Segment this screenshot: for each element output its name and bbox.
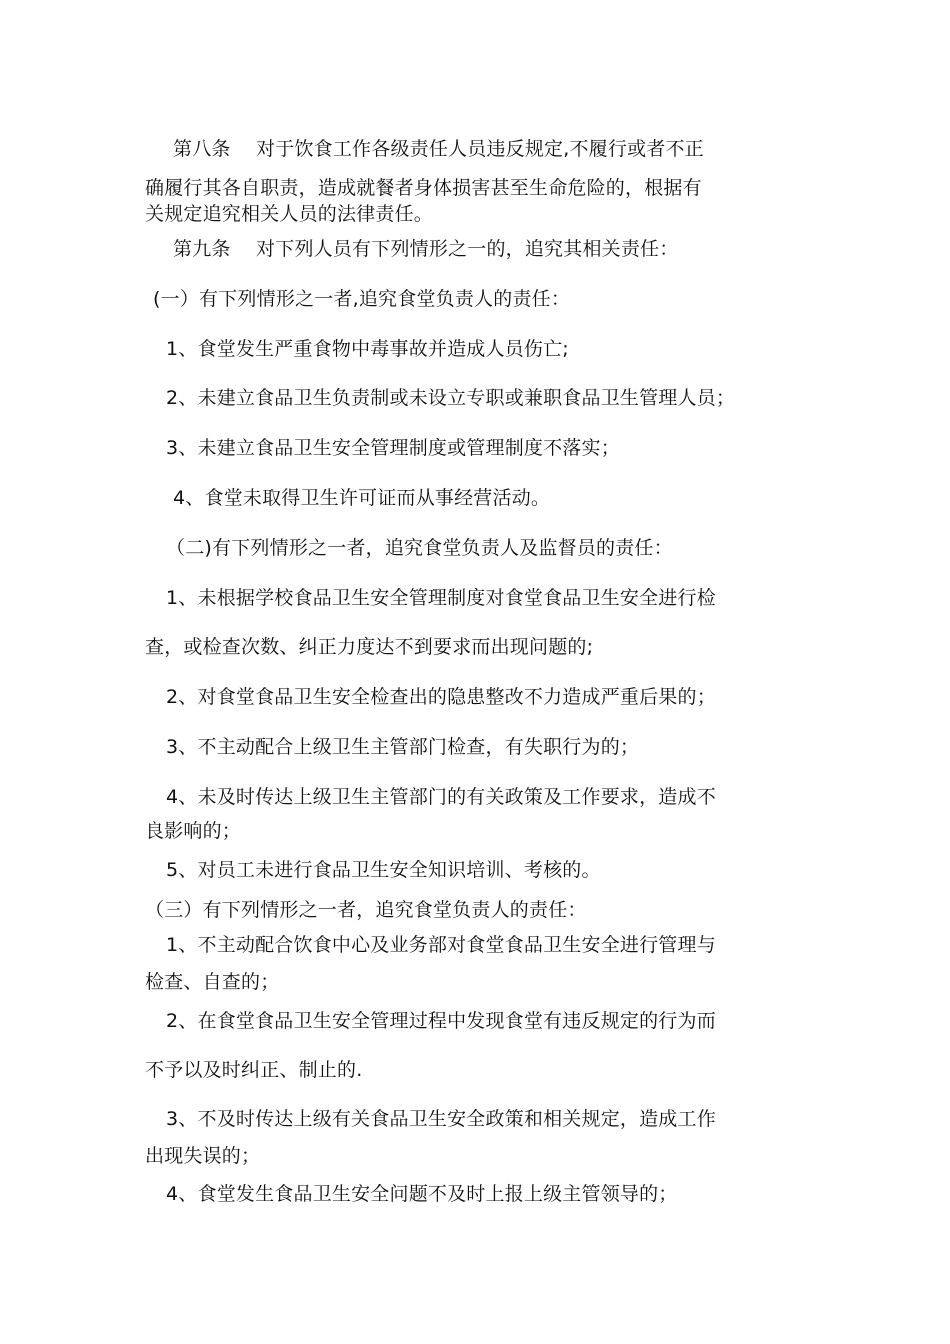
article-8-line-2: 确履行其各自职责，造成就餐者身体损害甚至生命危险的，根据有 [145,177,702,199]
section-3-item-2-line-2: 不予以及时纠正、制止的. [145,1059,363,1081]
section-3-item-4: 4、食堂发生食品卫生安全问题不及时上报上级主管领导的； [166,1183,678,1205]
section-2-heading: （二)有下列情形之一者，追究食堂负责人及监督员的责任： [166,537,673,559]
article-8-line-1: 第八条 对于饮食工作各级责任人员违反规定,不履行或者不正 [173,138,704,160]
section-1-item-4: 4、食堂未取得卫生许可证而从事经营活动。 [173,487,551,509]
section-3-heading: （三）有下列情形之一者，追究食堂负责人的责任： [145,899,587,921]
section-2-item-5: 5、对员工未进行食品卫生安全知识培训、考核的。 [166,859,601,881]
section-3-item-3-line-1: 3、不及时传达上级有关食品卫生安全政策和相关规定，造成工作 [166,1108,716,1130]
section-2-item-4-line-1: 4、未及时传达上级卫生主管部门的有关政策及工作要求，造成不 [166,786,716,808]
section-3-item-1-line-2: 检查、自查的； [145,971,280,993]
section-3-item-3-line-2: 出现失误的； [145,1145,261,1167]
section-3-item-2-line-1: 2、在食堂食品卫生安全管理过程中发现食堂有违反规定的行为而 [166,1010,716,1032]
section-2-item-2: 2、对食堂食品卫生安全检查出的隐患整改不力造成严重后果的； [166,686,716,708]
article-9-line-1: 第九条 对下列人员有下列情形之一的，追究其相关责任： [173,238,679,260]
section-1-item-1: 1、食堂发生严重食物中毒事故并造成人员伤亡; [166,338,569,360]
section-2-item-1-line-1: 1、未根据学校食品卫生安全管理制度对食堂食品卫生安全进行检 [166,587,716,609]
section-2-item-3: 3、不主动配合上级卫生主管部门检查，有失职行为的； [166,736,640,758]
section-1-item-2: 2、未建立食品卫生负责制或未设立专职或兼职食品卫生管理人员； [166,387,736,409]
section-2-item-4-line-2: 良影响的； [145,820,242,842]
section-1-heading: (一）有下列情形之一者,追究食堂负责人的责任： [153,288,571,310]
article-8-line-3: 关规定追究相关人员的法律责任。 [145,203,434,225]
section-1-item-3: 3、未建立食品卫生安全管理制度或管理制度不落实； [166,437,620,459]
section-3-item-1-line-1: 1、不主动配合饮食中心及业务部对食堂食品卫生安全进行管理与 [166,934,716,956]
section-2-item-1-line-2: 查，或检查次数、纠正力度达不到要求而出现问题的; [145,636,594,658]
